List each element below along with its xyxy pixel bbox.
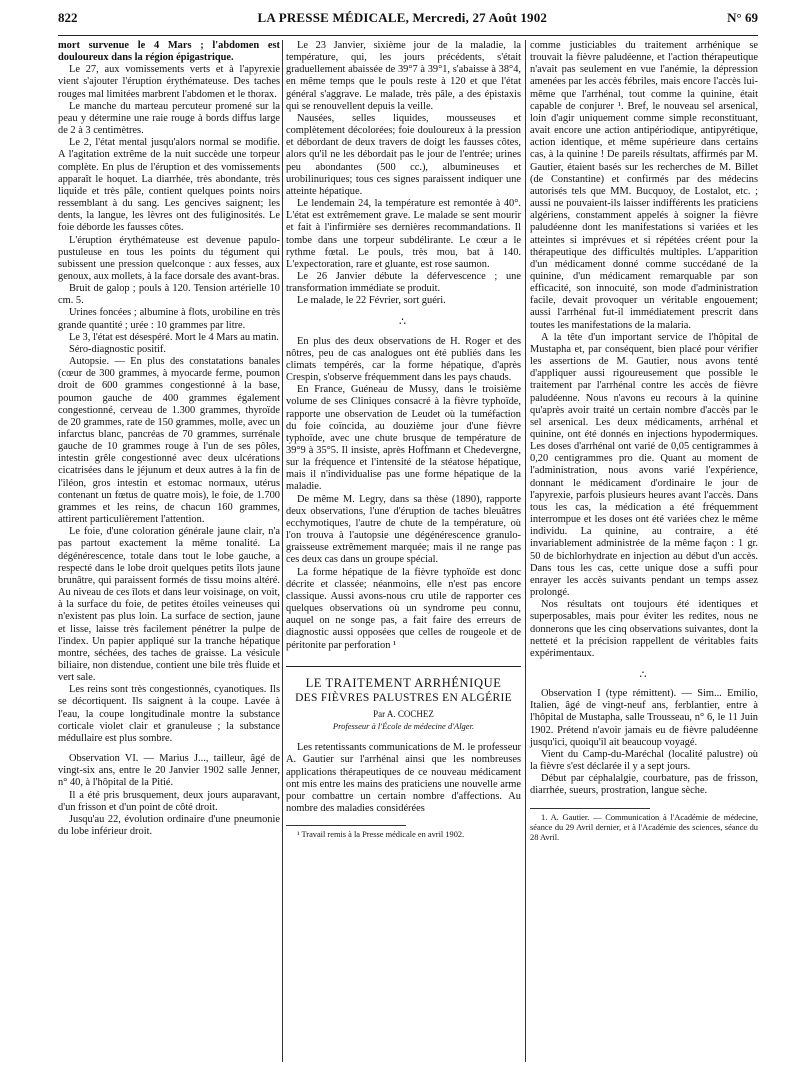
column-3 — [530, 40, 758, 843]
paragraph: Jusqu'au 22, évolution ordinaire d'une pneumonie du lobe inférieur droit. — [58, 813, 280, 837]
paragraph: Autopsie. — En plus des constatations banales (cœur de 300 grammes, à myocarde ferme, poumon droit de 600 grammes congestionné à la base, poumon gauche de 400 grammes également congestionné, cerveau de 1.300 grammes, thyroïde de 20 grammes, rate de 150 grammes, molle, avec un infarctus blanc, pancréas de 70 grammes, surrénale gauche de 10 grammes rouge à l'un de ses pôles, intestin grêle congestionné avec deux ulcérations cicatrisées dans le jéjunum et deux autres à la fin de l'iléon, gros intestin et estomac normaux, utérus contenant un fœtus de quatre mois), le foie, de 1.700 grammes et les reins, de chacun 160 grammes, attirent particulièrement l'attention. — [58, 356, 280, 526]
paragraph: Vient du Camp-du-Maréchal (localité palustre) où la fièvre s'est déclarée il y a sept jours. — [530, 748, 758, 773]
column-divider — [282, 40, 283, 1062]
paragraph: comme justiciables du traitement arrhénique se trouvait la fièvre paludéenne, et l'action thérapeutique n'avait pas seulement en vue l'anémie, la dépression amenées par les accès fébriles, mais encore l'accès lui-même que l'arrhénal, tout comme la quinine, était capable de conjurer ¹. Bref, le nouveau sel arsenical, loin d'agir uniquement comme simple reconstituant, avait encore une action antipériodique, antipyrétique, action identique, et même supérieure dans certains cas, à la quinine ! De pareils résultats, affirmés par M. Gautier, étaient basés sur les recherches de M. Billet (de Constantine) et confirmés par des médecins autorisés tels que MM. Bucquoy, de Lostalot, etc. ; aussi ne pouvaient-ils laisser indifférents les praticiens algériens, constamment appelés à soigner la fièvre paludéenne dont les manifestations si variées et les atteintes si imprévues et si répétées créent pour la thérapeutique des difficultés multiples. L'apparition d'un médicament donné comme succédané de la quinine, d'un médicament remarquable par son efficacité, son innocuité, son mode d'administration facile, devait provoquer un véritable engouement; aussi l'arrhénal fut-il immédiatement prescrit dans toutes les manifestations de la malaria. — [530, 40, 758, 331]
paragraph: La forme hépatique de la fièvre typhoïde est donc décrite et classée; néanmoins, elle n'est pas encore classique. Aussi avons-nous cru utile de rapporter ces quelques observations où un syndrome peu connu, auquel on ne songe pas, a fait faire des erreurs de diagnostic aussi opposées que celles de rougeole et de péritonite par perforation ¹ — [286, 566, 521, 651]
paragraph: Le manche du marteau percuteur promené sur la peau y détermine une raie rouge à bords diffus large de 2 à 3 centimètres. — [58, 100, 280, 137]
masthead: LA PRESSE MÉDICALE, Mercredi, 27 Août 1902 — [257, 10, 548, 25]
paragraph: Le 3, l'état est désespéré. Mort le 4 Mars au matin. — [69, 331, 279, 343]
header-rule — [58, 35, 758, 36]
article-affiliation: Professeur à l'École de médecine d'Alger. — [332, 721, 475, 732]
paragraph: Le lendemain 24, la température est remontée à 40°. L'état est extrêmement grave. Le malade se sent mourir et fait à l'infirmière ses dernières recommandations. Il tombe dans une torpeur subdélirante. Le cœur a le rythme fœtal. Le pouls, très mou, bat à 140. L'expectoration, rare et gluante, est rose saumon. — [286, 198, 521, 270]
section-separator: ∴ — [639, 668, 649, 681]
paragraph: Observation I (type rémittent). — Sim... Emilio, Italien, âgé de vingt-neuf ans, ferblantier, entre à l'hôpital de Mustapha, salle Trousseau, n° 6, le 11 Juin 1902. Prétend n'avoir jamais eu de fièvre paludéenne jusqu'ici, quoiqu'il ait beaucoup voyagé. — [530, 688, 758, 748]
paragraph: Le 23 Janvier, sixième jour de la maladie, la température, qui, les jours précédents, s'était graduellement abaissée de 39°7 à 39°1, s'abaisse à 38°4, en même temps que le pouls reste à 120 et que l'état général s'aggrave. Le malade, très pâle, a des épistaxis qui se renouvellent depuis la veille. — [286, 40, 521, 112]
page-header — [58, 10, 758, 32]
paragraph: Les reins sont très congestionnés, cyanotiques. Ils se décortiquent. Ils saignent à la coupe. Lavée à l'eau, la coupe longitudinale montre la substance corticale violet clair et granuleuse ; la substance médullaire est plus sombre. — [58, 684, 280, 744]
footnote: 1. A. Gautier. — Communication à l'Académie de médecine, séance du 29 Avril dernier, et à l'Académie des sciences, séance du 28 Avril. — [530, 812, 758, 842]
paragraph: Le foie, d'une coloration générale jaune clair, n'a pas partout exactement la même tonalité. La dégénérescence, totale dans tout le lobe gauche, a respecté dans le lobe droit quelques petits îlots jaune brunâtre, qui paraissent formés de tissu moins altéré. Au niveau de ces îlots et dans leur voisinage, on voit, à la surface du foie, de petites étoiles veineuses qui n'existent pas plus loin. La surface de section, jaune et lisse, laisse très facilement pénétrer la pulpe de l'index. Un papier appliqué sur la tranche hépatique montre, séchées, des taches de graisse. La vésicule biliaire, non distendue, contient une bile très fluide et vert sale. — [58, 526, 280, 684]
paragraph: Le 27, aux vomissements verts et à l'apyrexie vient s'ajouter l'éruption érythémateuse. Des taches rouges mal limitées marbrent l'abdomen et le thorax. — [58, 64, 280, 100]
paragraph: Nos résultats ont toujours été identiques et superposables, mais pour éviter les redites, nous ne donnerons que les cinq observations suivantes, dont la netteté et la précision rappellent de véritables faits expérimentaux. — [530, 599, 758, 659]
paragraph: Le 2, l'état mental jusqu'alors normal se modifie. A l'agitation extrême de la nuit succède une torpeur complète. En plus de l'éruption et des vomissements apparaît le hoquet. La diarrhée, très abondante, très liquide et très pâle, contient quelques points noirs ressemblant à du sang. Les gencives saignent; les dents, la langue, les lèvres ont des fuliginosités. Le foie déborde les fausses côtes. — [58, 137, 280, 234]
paragraph: Bruit de galop ; pouls à 120. Tension artérielle 10 cm. 5. — [58, 283, 280, 307]
column-2 — [286, 40, 521, 840]
article-byline: Par A. COCHEZ — [373, 708, 434, 719]
paragraph: Observation VI. — Marius J..., tailleur, âgé de vingt-six ans, entre le 20 Janvier 1902 salle Jenner, n° 40, à l'hôpital de la Pitié. — [58, 753, 280, 789]
column-1 — [58, 40, 280, 838]
column-divider — [525, 40, 526, 1062]
article-subtitle: DES FIÈVRES PALUSTRES EN ALGÉRIE — [295, 691, 512, 704]
paragraph: Il a été pris brusquement, deux jours auparavant, d'un frisson et d'un point de côté droit. — [58, 789, 280, 813]
paragraph: Le malade, le 22 Février, sort guéri. — [297, 295, 446, 307]
paragraph: mort survenue le 4 Mars ; l'abdomen est douloureux dans la région épigastrique. — [58, 40, 280, 64]
page-number: 822 — [58, 10, 78, 25]
paragraph: A la tête d'un important service de l'hôpital de Mustapha et, par conséquent, bien placé pour vérifier les assertions de M. Gautier, nous avons tenté d'appliquer aussi rigoureusement que possible le traitement par l'arrhénal contre les accès de fièvre paludéenne. Nous n'avons eu recours à la quinine qu'après avoir traité un certain nombre d'accès par le sel arsenical. Les deux médicaments, arrhénal et quinine, ont été donnés en injections hypodermiques. Les doses d'arrhénal ont varié de 0,05 centigrammes à 0,20 centigrammes pro die. Quant au moment de l'administration, nous avons varié l'expérience, donnant le médicament d'ordinaire le jour de l'apyrexie, parfois plusieurs heures avant l'accès. Dans tous les cas, la médication a été fréquemment interrompue et les doses ont été variées chez le même individu. La quinine, au contraire, a été invariablement administrée de la même façon : 1 gr. 50 de bichlorhydrate en injection au début d'un accès. Dans tous les cas, cette unique dose a suffi pour enrayer les accès suivants pendant un temps assez prolongé. — [530, 331, 758, 599]
paragraph: Urines foncées ; albumine à flots, urobiline en très grande quantité ; urée : 10 grammes par litre. — [58, 307, 280, 331]
paragraph: Le 26 Janvier débute la défervescence ; une transformation immédiate se produit. — [286, 270, 521, 295]
article-title: LE TRAITEMENT ARRHÉNIQUE — [305, 675, 502, 690]
article-header — [286, 666, 521, 733]
issue-number: N° 69 — [727, 10, 758, 25]
paragraph: En plus des deux observations de H. Roger et des nôtres, peu de cas analogues ont été publiés dans les climats tempérés, car la forme hépatique, d'après Crespin, s'observe fréquemment dans les pays chauds. — [286, 335, 521, 384]
paragraph: Les retentissants communications de M. le professeur A. Gautier sur l'arrhénal ainsi que les nombreuses applications thérapeutiques de ce nouveau médicament ont mis entre les mains des praticiens une nouvelle arme pour combattre un certain nombre d'affections. Au nombre des maladies considérées — [286, 742, 521, 815]
paragraph: Début par céphalalgie, courbature, pas de frisson, diarrhée, sueurs, prostration, langue sèche. — [530, 773, 758, 797]
paragraph: L'éruption érythémateuse est devenue papulo-pustuleuse en tous les points du tégument qui subissent une pression quelconque : aux fesses, aux genoux, aux mollets, à la face dorsale des avant-bras. — [58, 234, 280, 282]
footnote-rule — [286, 825, 406, 826]
section-separator: ∴ — [399, 316, 408, 329]
footnote: ¹ Travail remis à la Presse médicale en avril 1902. — [297, 830, 465, 840]
paragraph: De même M. Legry, dans sa thèse (1890), rapporte deux observations, l'une d'éruption de taches bleuâtres ecchymotiques, l'autre de chute de la température, où l'on trouva à l'autopsie une dégénérescence granulo-graisseuse extrêmement marquée; mais il ne range pas ces deux cas dans un groupe spécial. — [286, 493, 521, 566]
footnote-rule — [530, 808, 650, 809]
paragraph: En France, Guéneau de Mussy, dans le troisième volume de ses Cliniques consacré à la fièvre typhoïde, rapporte une observation de Leudet où la tuméfaction du foie coïncida, au douzième jour d'une fièvre typhoïde, avec une chute brusque de température de 39°9 à 35°5. Il insiste, après Hoffmann et Chedevergne, sur la fréquence et l'intensité de la stéatose hépatique, mais il n'individualise pas une forme hépatique de la maladie. — [286, 384, 521, 493]
paragraph: Nausées, selles liquides, mousseuses et complètement décolorées; foie douloureux à la pression et débordant de deux travers de doigt les fausses côtes, alors qu'il ne les débordait pas le jour de l'entrée; urines peu abondantes (500 cc.), albumineuses et urobilinuriques; tous ces signes paraissent indiquer une atteinte hépatique. — [286, 112, 521, 197]
paragraph: Séro-diagnostic positif. — [69, 343, 166, 355]
